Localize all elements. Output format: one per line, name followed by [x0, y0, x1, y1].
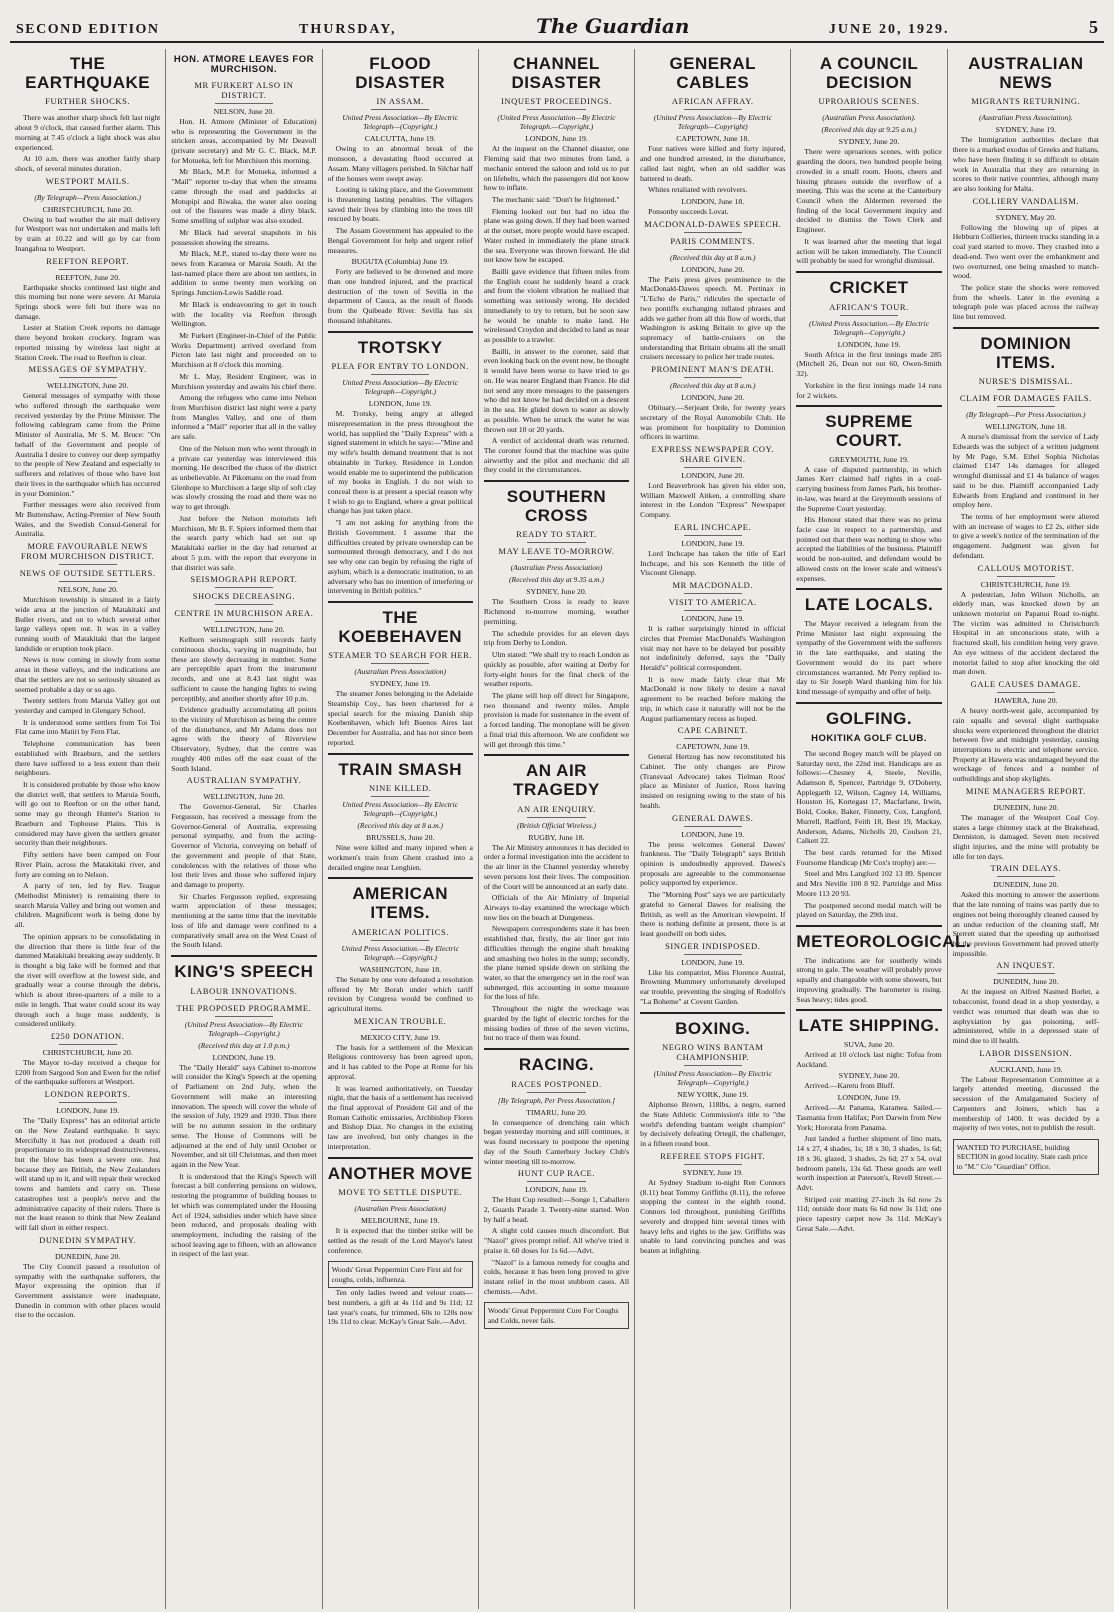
- subheading: NINE KILLED.: [328, 783, 473, 797]
- paragraph: Four natives were killed and forty injured, and one hundred arrested, in the disturbance, called last night, when an old saddler was battered to death.: [640, 144, 786, 183]
- paragraph: The opinion appears to be consolidating in the direction that there is little fear of the dammed Matakitaki breaking away suddenly. It is thought a big lake will be formed and that the river will overflow at the lowest side, and gradually wear a course through the debris, which is about three-quarters of a mile to a mile in length. That water could scour its way through such a huge mass suddenly, is considered unlikely.: [15, 931, 161, 1029]
- paragraph: The Southern Cross is ready to leave Richmond to-morrow morning, weather permitting.: [483, 597, 630, 626]
- paragraph: It is considered probable by those who know the district well, that settlers to Maruia South, will go out to Reefton or on the other hand, some may go through Hunter's Station to Braeburn and Tophouse Plains. This is considered may have given the settlers greater security than their neighbours.: [15, 780, 161, 848]
- paragraph: The "Daily Express" has an editorial article on the New Zealand earthquake. It says: Mercifully it has not produced a death roll proportionate to its widespread destructiveness, but the blow has been a severe one. Just because they are British, the New Zealanders will stand up to it, and will repair their wrecked towns and hamlets and carry on. These catastrophes test a people's nerve and the administrative capacity of their rulers. There is not the least reason to think that New Zealand will fall short in either respect.: [15, 1116, 161, 1233]
- dateline: AUCKLAND, June 19.: [989, 1064, 1063, 1074]
- wire-credit: (Australian Press Association): [354, 1204, 447, 1214]
- paragraph: The Labour Representation Committee at a largely attended meeting, discussed the secession of the Amalgamated Society of Carpenters and Joiners, which has a membership of 1400. It was decided by a majority of two votes, not to publish the result.: [952, 1074, 1099, 1133]
- dateline: CAPETOWN, June 18.: [676, 134, 750, 144]
- paragraph: It is rather surprisingly hinted in official circles that Premier MacDonald's Washington visit may not have to be delayed but possibly not indefinitely deferred, says the "Daily Herald's" political correspondent.: [640, 624, 786, 672]
- headline: THE EARTHQUAKE: [25, 54, 151, 92]
- headline: AMERICAN ITEMS.: [352, 884, 448, 923]
- dateline: CALCUTTA, June 19.: [364, 134, 436, 144]
- dateline: SUVA, June 20.: [843, 1040, 895, 1050]
- subheading: IN ASSAM.: [328, 96, 473, 110]
- headline: ANOTHER MOVE: [327, 1163, 473, 1183]
- dateline: SYDNEY, June 20.: [838, 1071, 900, 1081]
- paragraph: Mr Black is endeavouring to get in touch with the locality via Reefton through Wellington.: [171, 299, 317, 329]
- wire-credit: (United Press Association—By Electric Telegraph—Copyright.): [653, 1069, 772, 1088]
- dateline: CHRISTCHURCH, June 19.: [980, 579, 1071, 589]
- subheading: GENERAL DAWES.: [640, 813, 785, 827]
- headline: RACING.: [518, 1055, 595, 1074]
- wire-credit: (Received this day at 9.35 a.m.): [508, 575, 604, 585]
- subheading: MACDONALD-DAWES SPEECH.: [640, 219, 785, 233]
- subheading: HUNT CUP RACE.: [484, 1168, 629, 1182]
- advertisement: WANTED TO PURCHASE, building SECTION in good locality. State cash price to "M." C/o "Guardian" Office.: [953, 1139, 1099, 1175]
- section-divider: [484, 1048, 629, 1050]
- paragraph: There were uproarious scenes, with police guarding the doors, two hundred people being crowded in a small room. Hoots, cheers and hissing phrases outside the overflow of a meeting. This was the scene at the Canterbury Council when the Aldermen reversed the finding of the local Government inquiry and decided to dismiss the Town Clerk and Engineer.: [796, 147, 942, 235]
- wire-credit: [By Telegraph, Per Press Association.]: [497, 1095, 616, 1105]
- dateline: LONDON, June 18.: [681, 196, 745, 206]
- paragraph: Striped coir matting 27-inch 3s 6d now 2s 11d; outside door mats 6s 6d now 3s 11d; one piece tapestry carpet now 3s 11d. McKay's Great Sale.—Advt.: [796, 1194, 942, 1233]
- paragraph: Obituary.—Serjeant Orde, for twenty years secretary of the Royal Automobile Club. He was prominent for hospitality to Dominion officers in wartime.: [640, 403, 786, 442]
- dateline: NELSON, June 20.: [57, 585, 118, 595]
- column-2: [166, 49, 322, 1609]
- paragraph: Looting is taking place, and the Government is threatening lasting penalties. The villagers saved their lives by climbing into the trees till rescued by boats.: [327, 185, 473, 224]
- dateline: RUGBY, June 18.: [528, 832, 585, 842]
- subheading: EARL INCHCAPE.: [640, 522, 785, 536]
- column-3: [323, 49, 479, 1609]
- subheading: DUNEDIN SYMPATHY.: [15, 1235, 160, 1249]
- subheading: MR FURKERT ALSO IN DISTRICT.: [171, 80, 316, 104]
- dateline: SYDNEY, June 19.: [682, 1167, 744, 1177]
- paragraph: Lord Inchcape has taken the title of Earl Inchcape, and his son Kenneth the title of Viscount Glenapp.: [640, 548, 786, 578]
- subheading: NURSE'S DISMISSAL.: [953, 376, 1099, 390]
- advertisement: Woods' Great Peppermint Cure For Coughs and Colds, never fails.: [484, 1302, 629, 1329]
- dateline: DUNEDIN, June 20.: [993, 880, 1059, 890]
- headline: GOLFING.: [825, 708, 913, 728]
- paragraph: Yorkshire in the first innings made 14 runs for 2 wickets.: [796, 380, 942, 400]
- columns: [10, 49, 1104, 1609]
- day-label: THURSDAY,: [299, 22, 397, 37]
- headline: TRAIN SMASH: [338, 759, 462, 779]
- dateline: NEW YORK, June 19.: [677, 1090, 749, 1100]
- paragraph: It is now made fairly clear that Mr MacDonald is now likely to desire a naval agreement to be reached before making the trip, in which case it naturally will not be the August parliamentary recess as hoped.: [640, 674, 786, 723]
- paragraph: Fleming looked out but had no idea the plane was going down. If they had been warned at the outset, more people would have escaped. Water rushed in immediately the plane struck the sea. Everyone was thrown forward. He did not know how he escaped.: [483, 206, 630, 265]
- paragraph: Kelburn seismograph still records fairly continuous shocks, varying in magnitude, but these are slowly decreasing in number. Some are perceptible apart from the instrument records, and one at 8.43 last night was sufficient to cause the hanging lights to swing perceptibly, and another shortly after 10 p.m.: [171, 635, 317, 703]
- paragraph: Evidence gradually accumulating all points to the vicinity of Murchison as being the centre of the disturbance, and Mr Adams does not agree with the theory of Riverview Observatory, Sydney, that the centre was roughly 400 miles off the east coast of the South Island.: [171, 705, 317, 773]
- paragraph: Mr Black, M.P., stated to-day there were no news from Karamea or Maruia South. At the last-named place there are about ten settlers, in addition to some twenty men working on Springs Junction-Lewis Saddle road.: [171, 249, 317, 298]
- paragraph: Telephone communication has been established with Braeburn, and the settlers there have suffered to a less extent than their neighbours.: [15, 739, 161, 778]
- dateline: LONDON, June 19.: [837, 339, 901, 349]
- paragraph: A nurse's dismissal from the service of Lady Edwards was the subject of a written judgment by Mr Page, S.M. Ethel Sophia Nicholas claimed £147 14s damages for alleged wrongful dismissal and £1 4s balance of wages said to be due. Plaintiff accompanied Lady Edwards from England and continued in her employ here.: [952, 432, 1099, 510]
- wire-credit: United Press Association.—By Electric Telegraph.—Copyright.): [341, 943, 459, 962]
- paragraph: The Senate by one vote defeated a resolution offered by Mr Borah under which tariff revision by Congress would be confined to agricultural items.: [327, 974, 473, 1013]
- dateline: DUNEDIN, June 20.: [54, 1251, 121, 1261]
- dateline: LONDON, June 20.: [681, 393, 745, 403]
- headline: LATE LOCALS.: [804, 595, 934, 615]
- dateline: LONDON, June 19.: [681, 538, 745, 548]
- section-divider: [640, 1012, 785, 1014]
- paragraph: The Mayor received a telegram from the Prime Minister last night expressing the sympathy of the Government with the sufferers in the late earthquake, and stating the Government would do its part where circumstances warranted. Mr Perry replied to-day to Sir Joseph Ward thanking him for his kind message of sympathy and offer of help.: [796, 618, 942, 696]
- masthead: [10, 8, 1104, 43]
- dateline: DUNEDIN, June 20.: [993, 802, 1059, 812]
- newspaper-title: The Guardian: [536, 14, 690, 38]
- subheading: COLLIERY VANDALISM.: [953, 196, 1099, 210]
- dateline: LONDON, June 19.: [681, 614, 745, 624]
- paragraph: The Paris press gives prominence to the MacDonald-Dawes speech. M. Pertinax in "L'Echo de Paris," ridicules the spectacle of two pontiffs exchanging inflated phrases and adds we gather from all this flow of words, that Washington is asking Britain to give up the supremacy of battle-cruisers on the understanding that Britain obtains all the small cruisers necessary to police her trade routes.: [640, 274, 786, 362]
- subheading: MORE FAVOURABLE NEWS FROM MURCHISON DISTRICT.: [15, 541, 160, 565]
- subheading: MOVE TO SETTLE DISPUTE.: [328, 1187, 473, 1201]
- paragraph: The terms of her employment were altered with an increase of wages to £2 2s, either side to give a week's notice of the termination of the engagement. Judgment was given for defendant.: [952, 512, 1099, 560]
- section-divider: [953, 327, 1099, 329]
- dateline: REEFTON, June 20.: [55, 272, 121, 282]
- headline: BOXING.: [675, 1018, 751, 1038]
- headline: GENERAL CABLES: [669, 54, 757, 92]
- wire-credit: (Australian Press Association): [510, 563, 603, 573]
- paragraph: Mr Furkert (Engineer-in-Chief of the Public Works Department) arrived overland from Picton late last night and proceeded on to Murchison at 8 o'clock this morning.: [171, 330, 317, 370]
- column-4: [479, 49, 635, 1609]
- paragraph: Steel and Mrs Langford 102 13 89. Spencer and Mrs Neville 100 8 92. Partridge and Miss Moore 113 20 93.: [796, 869, 942, 898]
- edition-label: SECOND EDITION: [16, 22, 160, 37]
- wire-credit: (United Press Association—By Electric Telegraph—Copyright.): [184, 1019, 303, 1038]
- column-1: [10, 49, 166, 1609]
- paragraph: It is understood some settlers from Toi Toi Flat came into Matiri by Fern Flat.: [15, 717, 161, 737]
- dateline: LONDON, June 19.: [681, 957, 745, 967]
- paragraph: The Governor-General, Sir Charles Fergusson, has received a message from the Governor-General of Australia, expressing personal sympathy, and from the acting-Governor of Victoria, conveying on behalf of the government and people of that State, condolences with the relatives of those who lost their lives and those who suffered injury and damage to property.: [171, 802, 317, 890]
- headline: TROTSKY: [357, 337, 443, 357]
- subheading: CENTRE IN MURCHISON AREA.: [171, 608, 316, 622]
- dateline: SYDNEY, June 19.: [995, 125, 1057, 135]
- subheading: CLAIM FOR DAMAGES FAILS.: [953, 393, 1099, 407]
- dateline: CAPETOWN, June 19.: [676, 742, 750, 752]
- section-divider: [796, 271, 941, 273]
- dateline: SYDNEY, May 20.: [995, 212, 1057, 222]
- dateline: LONDON, June 20.: [681, 264, 745, 274]
- headline: LATE SHIPPING.: [798, 1016, 940, 1036]
- paragraph: The Assam Government has appealed to the Bengal Government for help and urgent relief measures.: [327, 226, 473, 255]
- paragraph: Arrived.—Karetu from Bluff.: [804, 1081, 895, 1091]
- paragraph: Lester at Station Creek reports no damage there beyond broken crockery. Ingram was reported missing by wireless last night at Station Creek. The road to Reefton is clear.: [15, 323, 161, 362]
- dateline: CHRISTCHURCH, June 20.: [42, 1048, 133, 1057]
- headline: CRICKET: [829, 278, 909, 297]
- paragraph: The "Morning Post" says we are particularly grateful to General Dawes for realising the British, as well as the American viewpoint. If there is nothing definite at present, there is at least goodwill on both sides.: [640, 890, 786, 939]
- subheading: UPROARIOUS SCENES.: [796, 96, 941, 110]
- dateline: LONDON, June 19.: [681, 829, 745, 839]
- dateline: LONDON, June 19.: [525, 1185, 588, 1195]
- paragraph: Sir Charles Fergusson replied, expressing warm appreciation of these messages; mentioning at the same time that the inevitable loss of life and damage were confined to a comparatively small area on the West Coast of the South Island.: [171, 891, 317, 950]
- paragraph: Lord Beaverbrook has given his elder son, William Maxwell Aitken, a controlling share interest in the London "Express" Newspaper Company.: [640, 481, 786, 520]
- subheading: REEFTON REPORT.: [15, 256, 160, 270]
- section-divider: [484, 754, 629, 756]
- dateline: HAWERA, June 20.: [994, 696, 1058, 706]
- dateline: LONDON, June 19.: [368, 399, 432, 409]
- section-divider: [328, 331, 473, 333]
- paragraph: Following the blowing up of pipes at Hebburn Collieries, thirteen trucks standing in a coal yard started to move. They crashed into a dead-end. Two went over the embankment and two overturned, one being smashed to match-wood.: [952, 222, 1099, 281]
- paragraph: The City Council passed a resolution of sympathy with the earthquake sufferers, the Mayor expressing the opinion that if Government assistance were inadequate, Dunedin in common with other places would rise to the occasion.: [15, 1261, 161, 1320]
- paragraph: A verdict of accidental death was returned. The coroner found that the machine was quite airworthy and the pilot and mechanic did all they could in the circumstances.: [483, 436, 630, 475]
- dateline: LONDON, June 20.: [681, 471, 745, 481]
- paragraph: General messages of sympathy with those who suffered through the earthquake were received yesterday by the Prime Minister. The following cablegram came from the Prime Minister of Australia, Mr S. M. Bruce: "On behalf of the Government and people of Australia I desire to convey our deep sympathy to the people of New Zealand and especially to sufferers and relatives of those who have lost their lives in the earthquake which has occurred in your Dominion.": [15, 391, 161, 498]
- subheading: CAPE CABINET.: [640, 725, 785, 739]
- paragraph: Bailli gave evidence that fifteen miles from the English coast he suddenly heard a crack and from the violent vibration he realised that something was seriously wrong. He decided immediately to try to return, but he soon saw he would be unable to make land. He wirelessed Croydon and decided to land as near as possible to a trawler.: [483, 267, 630, 345]
- wire-credit: (Received this day at 8 a.m.): [357, 821, 443, 831]
- paragraph: Whites retaliated with revolvers.: [648, 185, 748, 195]
- wire-credit: (Australian Press Association): [354, 667, 447, 677]
- section-divider: [328, 1157, 473, 1159]
- paragraph: It is understood that the King's Speech will forecast a bill conferring pensions on widows, restoring the programme of building houses to let which was contemplated under the Housing Act of 1924, subsidies under which have since been reduced, and proposals dealing with unemployment, including the raising of the school leaving age to fifteen, with an allowance in respect of the last year.: [171, 1171, 317, 1259]
- paragraph: The Air Ministry announces it has decided to order a formal investigation into the accident to the air liner in the Channel yesterday whereby seven persons lost their lives. The composition of the Court will be announced at an early date.: [483, 842, 630, 891]
- subheading: AN AIR ENQUIRY.: [484, 804, 629, 818]
- section-divider: [796, 588, 941, 590]
- subheading: READY TO START.: [484, 529, 629, 543]
- paragraph: Mr L. May, Resident Engineer, was in Murchison yesterday and awaits his chief there.: [171, 371, 317, 391]
- subheading: GALE CAUSES DAMAGE.: [953, 679, 1099, 693]
- paragraph: Like his compatriot, Miss Florence Austral, Browning Mummery unfortunately developed ear trouble, preventing the singing of Rodolfo's "La Boheme" at Covent Garden.: [640, 967, 786, 1006]
- paragraph: Newspapers correspondents state it has been established that, firstly, the air liner got into difficulties through the engine shaft breaking and smashing two holes in the sump; secondly, the plane turned upside down on striking the water, so that the emergency set in the roof was submerged, this accounting in some measure for the loss of life.: [483, 924, 630, 1002]
- paragraph: The Mayor to-day received a cheque for £200 from Sargood Son and Ewen for the relief of the earthquake sufferers at Westport.: [15, 1058, 161, 1087]
- subheading: PARIS COMMENTS.: [640, 236, 785, 250]
- paragraph: Ponsonby succeeds Lovat.: [648, 206, 729, 216]
- section-divider: [328, 601, 473, 603]
- paragraph: His Honour stated that there was no prima facie case in respect to a partnership, and pointed out that there was nothing to show who accepted the liabilities of the business. Plaintiff would be non-suited, and defendant would be allowed costs on the lower scale and witness's expenses.: [796, 515, 942, 583]
- headline: CHANNEL DISASTER: [511, 54, 602, 92]
- dateline: BRUSSELS, June 20.: [365, 833, 435, 843]
- subheading: NEWS OF OUTSIDE SETTLERS.: [15, 568, 160, 582]
- wire-credit: (Australian Press Association).: [979, 113, 1073, 123]
- paragraph: Further messages were also received from Mr Buttenshaw, Acting-Premier of New South Wales, and the Swedish Consul-General for Australia.: [15, 500, 161, 539]
- subheading: SHOCKS DECREASING.: [171, 591, 316, 605]
- paragraph: A slight cold causes much discomfort. But "Nazol" gives prompt relief. All who've tried it praise it. 60 doses for 1s 6d.—Advt.: [483, 1226, 630, 1255]
- issue-date: JUNE 20, 1929.: [828, 22, 950, 37]
- subheading: LABOUR INNOVATIONS.: [171, 986, 316, 1000]
- subheading: MR MACDONALD.: [640, 580, 785, 594]
- paragraph: Forty are believed to be drowned and more than one hundred injured, and the practical destruction of the town of Sevilla in the department of Cauca, as the result of floods from the Quibeade River. Sevilla has six thousand inhabitants.: [327, 267, 473, 325]
- subheading: STEAMER TO SEARCH FOR HER.: [328, 650, 473, 664]
- paragraph: At the inquest on Alfred Nasmed Borlet, a tobacconist, found dead in a shop yesterday, a verdict was returned that death was due to asphyxiation by gas poisoning, self-administered, while in a depressed state of mind due to ill health.: [952, 987, 1099, 1046]
- subheading: PLEA FOR ENTRY TO LONDON.: [328, 361, 473, 375]
- paragraph: News is now coming in slowly from some areas in these valleys, and the indications are that the settlers are not so seriously situated as seemed probable a day or so ago.: [15, 655, 161, 694]
- dateline: SYDNEY, June 20.: [838, 137, 900, 147]
- paragraph: The mechanic said: "Don't be frightened.": [491, 194, 620, 204]
- wire-credit: United Press Association—By Electric Telegraph—(Copyright.): [342, 113, 458, 132]
- paragraph: It was learned after the meeting that legal action will be taken immediately. The Council will probably be sued for wrongful dismissal.: [796, 236, 942, 266]
- subheading: LONDON REPORTS.: [15, 1089, 160, 1103]
- advertisement: Woods' Great Peppermint Cure First aid for coughs, colds, influenza.: [328, 1261, 473, 1288]
- column-7: [948, 49, 1104, 1609]
- subheading: VISIT TO AMERICA.: [640, 597, 785, 611]
- paragraph: "Nazol" is a famous remedy for coughs and colds, because it has been long proved to give instant relief in the most stubborn cases. All chemists.—Advt.: [483, 1257, 630, 1296]
- paragraph: It is expected that the timber strike will be settled as the result of the Lord Mayor's latest conference.: [327, 1226, 473, 1255]
- subheading: MINE MANAGERS REPORT.: [953, 786, 1099, 800]
- dateline: WELLINGTON, June 20.: [47, 381, 129, 391]
- paragraph: At the inquest on the Channel disaster, one Fleming said that two minutes from land, a mechanic entered the saloon and told us to put on lifebelts, which the passengers did not know how to inflate.: [483, 144, 630, 193]
- headline: FLOOD DISASTER: [355, 54, 446, 92]
- paragraph: One of the Nelson men who went through in a private car yesterday was interviewed this morning. He described the chaos of the district as unbelievable. At Pikomanu on the road from Glenhope to Murchison a large slip of soft clay was slowly crossing the road and there was no way to get through.: [171, 443, 317, 512]
- dateline: SYDNEY, June 20.: [526, 587, 587, 597]
- column-6: [791, 49, 972, 1609]
- dateline: CHRISTCHURCH, June 20.: [42, 204, 133, 214]
- subheading: CALLOUS MOTORIST.: [953, 563, 1099, 577]
- wire-credit: (United Press Association—By Electric Telegraph—Copyright): [653, 113, 772, 132]
- paragraph: A pedestrian, John Wilson Nicholls, an elderly man, was knocked down by an unknown motorist on Papanui Road to-night. The victim was admitted to Christchurch Hospital in an unconscious state, with a fractured skull, his condition being very grave. An eye witness of the accident declared the motorist failed to stop after knocking the old man down.: [952, 589, 1099, 677]
- wire-credit: (Received this day at 9.25 a.m.): [821, 125, 917, 135]
- paragraph: Hon. H. Atmore (Minister of Education) who is representing the Government in the stricken areas, accompanied by Mr Deavoll (private secretary) and Mr G. C. Black, M.P. for Motueka, left for Murchison this morning.: [171, 116, 317, 165]
- dateline: TIMARU, June 20.: [526, 1107, 587, 1117]
- subheading: AFRICAN'S TOUR.: [796, 302, 941, 316]
- paragraph: The indications are for southerly winds strong to gale. The weather will probably prove squally and changeable with some showers, but improving gradually. The barometer is rising. Seas heavy; tides good.: [796, 955, 942, 1004]
- page-number: 5: [1088, 17, 1098, 37]
- section-divider: [328, 753, 473, 755]
- paragraph: The best cards returned for the Mixed Foursome Handicap (Mr Cox's trophy) are:—: [796, 848, 942, 867]
- paragraph: Twenty settlers from Maruia Valley got out yesterday and camped in Glengary School.: [15, 696, 161, 715]
- headline: AN AIR TRAGEDY: [513, 761, 600, 799]
- wire-credit: (By Telegraph—Per Press Association.): [966, 410, 1086, 420]
- paragraph: Ulm stated: "We shall try to reach London as quickly as possible, after waiting at Derby for forty-eight hours for the final check of the weather reports.: [483, 650, 630, 689]
- dateline: BUGUTA (Columbia) June 19.: [351, 257, 449, 267]
- section-divider: [484, 480, 629, 482]
- subheading: EXPRESS NEWSPAPER COY. SHARE GIVEN.: [640, 444, 785, 468]
- paragraph: Officials of the Air Ministry of Imperial Airways to-day examined the wreckage which now lies on the beach at Dungeness.: [483, 893, 630, 922]
- paragraph: Asked this morning to answer the assertions that the late running of trains was partly due to engines not being thoroughly cleaned caused by an undue reduction of the cleaning staff, Mr Sterrett stated that the speeding up authorised by the previous Government had proved utterly impossible.: [952, 890, 1099, 958]
- subheading: MIGRANTS RETURNING.: [953, 96, 1099, 110]
- subheading: AUSTRALIAN SYMPATHY.: [171, 775, 316, 789]
- paragraph: Arrived at 10 o'clock last night: Tofua from Auckland.: [796, 1050, 942, 1069]
- dateline: MEXICO CITY, June 19.: [360, 1032, 441, 1042]
- wire-credit: (Received this day at 8 a.m.): [669, 381, 756, 391]
- subheading: INQUEST PROCEEDINGS.: [484, 96, 629, 110]
- headline: DOMINION ITEMS.: [980, 333, 1072, 372]
- paragraph: Just landed a further shipment of lino mats, 14 x 27, 4 shades, 1s; 18 x 30, 3 shades, 1s 6d; 18 x 36, glazed, 3 shades, 2s 6d; 27 x 54, oval bedroom panels, 13s 6d. These goods are well worth inspection at Paterson's, Revell Street.—Advt.: [796, 1134, 942, 1192]
- paragraph: Owing to bad weather the air mail delivery for Westport was not undertaken and mails left by train at 10.22 and will go by car from Inangahua to Westport.: [15, 214, 161, 253]
- dateline: WELLINGTON, June 18.: [985, 422, 1067, 432]
- paragraph: The basis for a settlement of the Mexican Religious controversy has been agreed upon, and it has cabled to the Pope at Rome for his approval.: [327, 1042, 473, 1081]
- subheading: MEXICAN TROUBLE.: [328, 1016, 473, 1030]
- wire-credit: (Australian Press Association).: [822, 113, 916, 123]
- paragraph: The plane will hop off direct for Singapore, two thousand and twenty miles. Ample provision is made for sustenance in the event of a forced landing. The monoplane will be given a final trial this afternoon. We are confident we will get through this time.": [483, 690, 630, 749]
- paragraph: Murchison township is situated in a fairly wide area at the junction of Matakitaki and Buller rivers, and on to which several other large valleys open out. It was in a valley running south of Matakitaki that the largest landslide or eruption took place.: [15, 595, 161, 653]
- headline: SOUTHERN CROSS: [506, 487, 607, 525]
- section-divider: [328, 877, 473, 879]
- paragraph: The schedule provides for an eleven days trip from Derby to London.: [483, 628, 630, 648]
- paragraph: The postponed second medal match will be played on Saturday, the 29th inst.: [796, 900, 942, 920]
- dateline: LONDON, June 19.: [837, 1093, 901, 1103]
- dateline: LONDON, June 19.: [56, 1106, 120, 1116]
- headline: A COUNCIL DECISION: [819, 54, 919, 92]
- subheading: SINGER INDISPOSED.: [640, 941, 785, 955]
- paragraph: Nine were killed and many injured when a workmen's train from Ghent crashed into a derailed engine near Lenghien.: [327, 843, 473, 872]
- paragraph: A heavy north-west gale, accompanied by rain squalls and several slight earthquake shocks were experienced throughout the district between five and midnight yesterday, causing interruptions to electric and telephone service. Property at Hawera was undamaged beyond the wreckage of fences and a number of outbuildings and shop skylights.: [952, 706, 1099, 784]
- dateline: SYDNEY, June 19.: [369, 679, 431, 689]
- wire-credit: (United Press Association—By Electric Telegraph.—Copyright.): [497, 113, 616, 132]
- paragraph: The Immigration authorities declare that there is a marked exodus of Greeks and Italians, who have been finding it so difficult to obtain work in Australia that they are returning in scores to their native countries, although many are also looking for Malta.: [952, 135, 1099, 193]
- subheading: MESSAGES OF SYMPATHY.: [15, 364, 160, 378]
- subheading: AFRICAN AFFRAY.: [640, 96, 785, 110]
- headline: THE KOEBEHAVEN: [338, 607, 463, 646]
- paragraph: Ten only ladies tweed and velour coats—best numbers, a gift at 4s 11d and 9s 11d; 12 last year's coats, fur trimmed, 60s to 120s now 19s 11d to clear. McKay's Great Sale.—Advt.: [327, 1288, 473, 1327]
- subheading: WESTPORT MAILS.: [15, 176, 160, 190]
- headline: KING'S SPEECH: [174, 962, 314, 982]
- dateline: GREYMOUTH, June 19.: [829, 454, 909, 464]
- wire-credit: United Press Association—By Electric Telegraph—Copyright.): [342, 378, 458, 397]
- paragraph: The "Daily Herald" says Cabinet to-morrow will consider the King's Speech at the opening of Parliament on 2nd July, when the Government will make an interesting innovation. The speech will cover the whole of the session of July, 1929 and 1930. Thus there will be no autumn session in the ordinary sense. The House of Commons will be adjourned at the end of July until October or November, and sit till Christmas, and then meet again in the New Year.: [171, 1062, 317, 1169]
- subheading: AN INQUEST.: [953, 960, 1099, 974]
- subheading: RACES POSTPONED.: [484, 1079, 629, 1093]
- section-divider: [796, 405, 941, 407]
- paragraph: Bailli, in answer to the coroner, said that even looking back on the event now, he thought it would have been worse to have tried to go on. He was nearer England than France. He did not send any more messages to the passengers who did not know he had decided on a descent in the sea. He glided down to water as slowly as possible. When he struck the water he was thrown out 10 or 20 yards.: [483, 346, 630, 434]
- paragraph: The second Bogey match will be played on Saturday next, the 22nd inst. Handicaps are as follows:—Chesney 4, Steele, Neville, Adamson 8, Spencer, Partridge 9, O'Doherty, Applegarth 12, Wilson, Cagney 14, Williams, Houston 16, Kortegast 17, Macfarlane, Irwin, Bold, Cooke, Baker, Finnerty, Cox, Langford, Murrell, Radford, Feith 18, Best 19, Mackay, Anderson, Adams, Nicholls 20, Coulson 21, Calkett 22.: [796, 748, 942, 846]
- paragraph: Mr Black, M.P. for Motueka, informed a "Mail" reporter to-day that when the streams came through the road and paddocks at Motupipi and Riwaka, the water also oozing out of the fissures was made a dirty black. Some smelling of sulphur was also exuded.: [171, 167, 317, 226]
- paragraph: Just before the Nelson motorists left Murchison, Mr B. F. Spiers informed them that the search party which had set out up Matakitaki earlier in the day had returned at about 5 p.m. with the report that everyone in that district was safe.: [171, 513, 317, 572]
- dateline: WASHINGTON, June 18.: [359, 964, 442, 974]
- subheading: LABOR DISSENSION.: [953, 1048, 1099, 1062]
- paragraph: Mr Black had several snapshots in his possession showing the streams.: [171, 227, 317, 247]
- subheading: NEGRO WINS BANTAM CHAMPIONSHIP.: [640, 1042, 785, 1066]
- subheading: MAY LEAVE TO-MORROW.: [484, 546, 629, 560]
- paragraph: Earthquake shocks continued last night and this morning but none were severe. At Maruia Springs shock were felt but there was no damage.: [15, 282, 161, 321]
- wire-credit: (British Official Wireless.): [516, 820, 597, 830]
- subheading: TRAIN DELAYS.: [953, 863, 1099, 877]
- paragraph: Among the refugees who came into Nelson from Murchison district last night were a party from Mangles Valley, and one of them informed a "Mail" reporter that all in the valley are safe.: [171, 393, 317, 442]
- paragraph: In consequence of drenching rain which began yesterday morning and still continues, it was found necessary to postpone the opening day of the South Canterbury Jockey Club's winter meeting till to-morrow.: [483, 1117, 630, 1166]
- subheading: REFEREE STOPS FIGHT.: [640, 1151, 785, 1165]
- paragraph: It was learned authoritatively, on Tuesday night, that the basis of a settlement has received the final approval of President Gil and of the Roman Catholic emissaries, Archbishop Flores and Bishop Diaz. No changes in the existing law are involved, but only changes in the interpretation.: [327, 1083, 473, 1151]
- paragraph: M. Trotsky, being angry at alleged misrepresentation in the press throughout the world, has supplied the "Daily Express" with a signed statement in which he says:—"Mine and my wife's health demand treatment that is not obtainable in Turkey. Residence in London would enable me to superintend the publication of my books in English. I do not wish to conceal there is at present a special reason why I wish to go to England, where a great political change has just taken place.: [327, 409, 473, 516]
- sub-headline: HOKITIKA GOLF CLUB.: [811, 733, 927, 745]
- paragraph: Alphonso Brown, 118lbs, a negro, earned the State Athletic Commission's title to "the world's defending bantam weight champion" by decisively defeating Ortegil, the challenger, in a fifteen round bout.: [640, 1100, 786, 1149]
- dateline: LONDON, June 19.: [525, 134, 588, 144]
- dateline: NELSON, June 20.: [213, 106, 275, 116]
- wire-credit: (United Press Association.—By Electric Telegraph—Copyright.): [809, 318, 930, 337]
- paragraph: The steamer Jones belonging to the Adelaide Steamship Coy., has been chartered for a special search for the missing Danish ship Koebenhaven, which left Buenos Aires last December for Australia, and has not since been reported.: [327, 689, 473, 747]
- headline: AUSTRALIAN NEWS: [968, 54, 1084, 92]
- dateline: MELBOURNE, June 19.: [361, 1216, 440, 1226]
- paragraph: At Sydney Stadium to-night Ren Connors (8.11) beat Tommy Griffiths (8.11), the referee stopping the contest in the eighth round. Connors led throughout, punishing Griffiths severely and dropped him several times with heavy lefts and rights to the jaw. Griffiths was unable to land convincing punches and was beaten at infighting.: [640, 1177, 786, 1255]
- subheading: PROMINENT MAN'S DEATH.: [640, 364, 785, 378]
- paragraph: A party of ten, led by Rev. Teague (Methodist Minister) is remaining there to search Maruia Valley and bring out women and children. Magnificent work is being done by all.: [15, 881, 161, 930]
- paragraph: The press welcomes General Dawes' frankness. The "Daily Telegraph" says British opinion is undoubtedly approved. Dawes's proposals are agreeable to the commonsense policy supported by experience.: [640, 839, 786, 888]
- wire-credit: (Received this day at 1.0 p.m.): [198, 1040, 290, 1050]
- subheading: THE PROPOSED PROGRAMME.: [171, 1003, 316, 1017]
- paragraph: The police state the shocks were removed from the wheels. Later in the evening a telegraph pole was placed across the railway line but removed.: [952, 283, 1099, 322]
- dateline: DUNEDIN, June 20.: [993, 977, 1059, 987]
- subheading: FURTHER SHOCKS.: [15, 96, 160, 110]
- paragraph: Owing to an abnormal break of the monsoon, a devastating flood occurred at Assam. Many villagers perished. In Silchar half of the houses were swept away.: [327, 144, 473, 183]
- paragraph: "I am not asking for anything from the British Government. I assume that the difficulties created by private ownership can be surmounted through democracy, and I do not see why one can begin by refusing the right of asylum, which is a democratic institution, to an adversary who has no intention of interfering or intervening in British politics.": [327, 518, 473, 596]
- paragraph: Fifty settlers have been camped on Four River Plain, across the Matakitaki river, and forty are coming on to Nelson.: [15, 850, 161, 879]
- dateline: WELLINGTON, June 20.: [203, 792, 285, 802]
- subheading: £250 DONATION.: [15, 1031, 160, 1045]
- paragraph: Throughout the night the wreckage was guarded by the light of electric torches for the missing bodies of three of the seven victims, but no trace of them was found.: [483, 1004, 630, 1043]
- paragraph: There was another sharp shock felt last night about 9 o'clock, that caused further alarm. This morning at 7.45 o'clock a light shock was also experienced.: [15, 113, 161, 152]
- headline: METEOROLOGICAL.: [796, 932, 972, 952]
- section-divider: [796, 925, 941, 927]
- wire-credit: (Received this day at 8 a.m.): [669, 252, 756, 262]
- dateline: LONDON, June 19.: [212, 1052, 276, 1062]
- subheading: AMERICAN POLITICS.: [328, 927, 473, 941]
- subheading: SEISMOGRAPH REPORT.: [171, 574, 316, 588]
- sub-headline: HON. ATMORE LEAVES FOR MURCHISON.: [173, 54, 314, 76]
- paragraph: A case of disputed partnership, in which James Kerr claimed half rights in a coal-carrying business from James Park, his brother-in-law, was heard at the Greymouth sessions of the Supreme Court yesterday.: [796, 464, 942, 513]
- dateline: WELLINGTON, June 20.: [203, 625, 285, 635]
- paragraph: At 10 a.m. there was another fairly sharp shock, of several minutes duration.: [15, 154, 161, 173]
- section-divider: [171, 955, 316, 957]
- headline: SUPREME COURT.: [825, 412, 913, 450]
- wire-credit: (By Telegraph—Press Association.): [34, 192, 141, 202]
- paragraph: Arrived.—At Panama, Karamea. Sailed.—Tasmania from Halifax; Port Darwin from New York; Hororata from Panama.: [796, 1103, 942, 1132]
- column-5: [635, 49, 791, 1609]
- paragraph: The manager of the Westport Coal Coy. states a large chimney stack at the Brakehead, Denniston, is damaged. Seven men received slight injuries, and the mine will probably be idle for ten days.: [952, 812, 1099, 861]
- paragraph: The Hunt Cup resulted:—Songe 1, Caballero 2, Guards Parade 3. Twenty-nine started. Won by half a head.: [483, 1195, 630, 1224]
- paragraph: General Hertzog has now reconstituted his Cabinet. The only changes are Pirow (Transvaal Advocate) takes Tielman Roos' place as Minister of Justice, Roos having insisted on resigning owing to the state of his health.: [640, 752, 786, 810]
- section-divider: [796, 1009, 941, 1011]
- paragraph: South Africa in the first innings made 285 (Mitchell 26, Dean not out 60, Owen-Smith 32).: [796, 349, 942, 379]
- wire-credit: United Press Association—By Electric Telegraph—(Copyright.): [342, 800, 458, 819]
- section-divider: [796, 702, 941, 704]
